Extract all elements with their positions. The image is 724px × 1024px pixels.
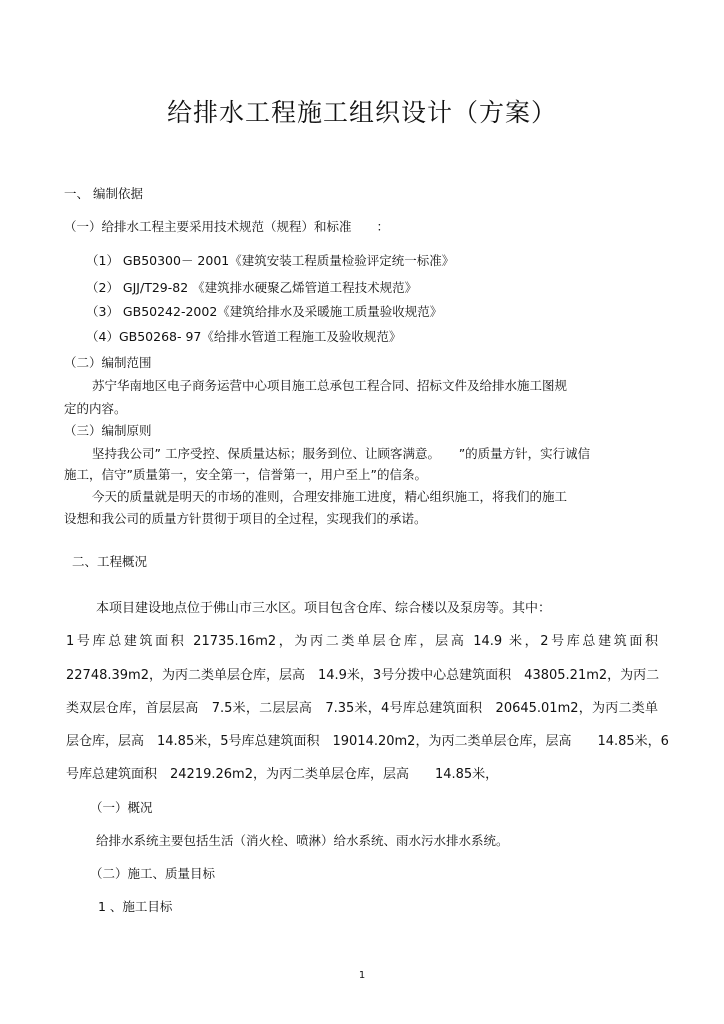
scope-line-1: 苏宁华南地区电子商务运营中心项目施工总承包工程合同、招标文件及给排水施工图规 <box>92 378 568 393</box>
scope-line-2: 定的内容。 <box>64 401 127 416</box>
subsection-1-2: （二）编制范围 <box>64 355 152 370</box>
document-title: 给排水工程施工组织设计（方案） <box>166 98 557 127</box>
standard-item-3: （3） GB50242-2002《建筑给排水及采暖施工质量验收规范》 <box>86 304 443 319</box>
principle-1-line-2: 施工，信守”质量第一，安全第一，信誉第一，用户至上”的信条。 <box>64 467 427 482</box>
subsection-2-2: （二）施工、质量目标 <box>90 866 216 881</box>
overview-text: 给排水系统主要包括生活（消火栓、喷淋）给水系统、雨水污水排水系统。 <box>96 833 509 848</box>
page-number: 1 <box>358 970 366 981</box>
project-line-1: 1号库总建筑面积 21735.16m2，为丙二类单层仓库，层高 14.9 米，2号库总建筑面积 <box>66 634 658 649</box>
subsection-1-3: （三）编制原则 <box>64 423 152 438</box>
project-line-4: 层仓库，层高 14.85米，5号库总建筑面积 19014.20m2，为丙二类单层仓库，层高 14.85米，6 <box>66 734 669 749</box>
project-line-2: 22748.39m2，为丙二类单层仓库，层高 14.9米，3号分拨中心总建筑面积 43805.21m2，为丙二 <box>66 668 660 683</box>
section-1-heading: 一、 编制依据 <box>64 186 143 201</box>
standard-item-4: （4）GB50268- 97《给排水管道工程施工及验收规范》 <box>86 329 402 344</box>
project-line-5: 号库总建筑面积 24219.26m2，为丙二类单层仓库，层高 14.85米， <box>66 767 499 782</box>
project-intro: 本项目建设地点位于佛山市三水区。项目包含仓库、综合楼以及泵房等。其中： <box>96 601 552 616</box>
standard-item-1: （1） GB50300－ 2001《建筑安装工程质量检验评定统一标准》 <box>86 253 455 268</box>
standard-item-2: （2） GJJ/T29-82 《建筑排水硬聚乙烯管道工程技术规范》 <box>86 280 418 295</box>
principle-1-line-1: 坚持我公司” 工序受控、保质量达标；服务到位、让顾客满意。 ”的质量方针，实行诚信 <box>92 446 591 461</box>
section-2-heading: 二、工程概况 <box>72 554 148 569</box>
subsection-1-1: （一）给排水工程主要采用技术规范（规程）和标准 ： <box>64 219 390 234</box>
subsection-2-1: （一）概况 <box>90 800 153 815</box>
principle-2-line-2: 设想和我公司的质量方针贯彻于项目的全过程，实现我们的承诺。 <box>64 511 427 526</box>
project-line-3: 类双层仓库，首层层高 7.5米，二层层高 7.35米，4号库总建筑面积 20645.01m2，为丙二类单 <box>66 701 658 716</box>
principle-2-line-1: 今天的质量就是明天的市场的准则，合理安排施工进度，精心组织施工，将我们的施工 <box>92 489 568 504</box>
construction-goal-heading: 1 、施工目标 <box>98 899 173 914</box>
